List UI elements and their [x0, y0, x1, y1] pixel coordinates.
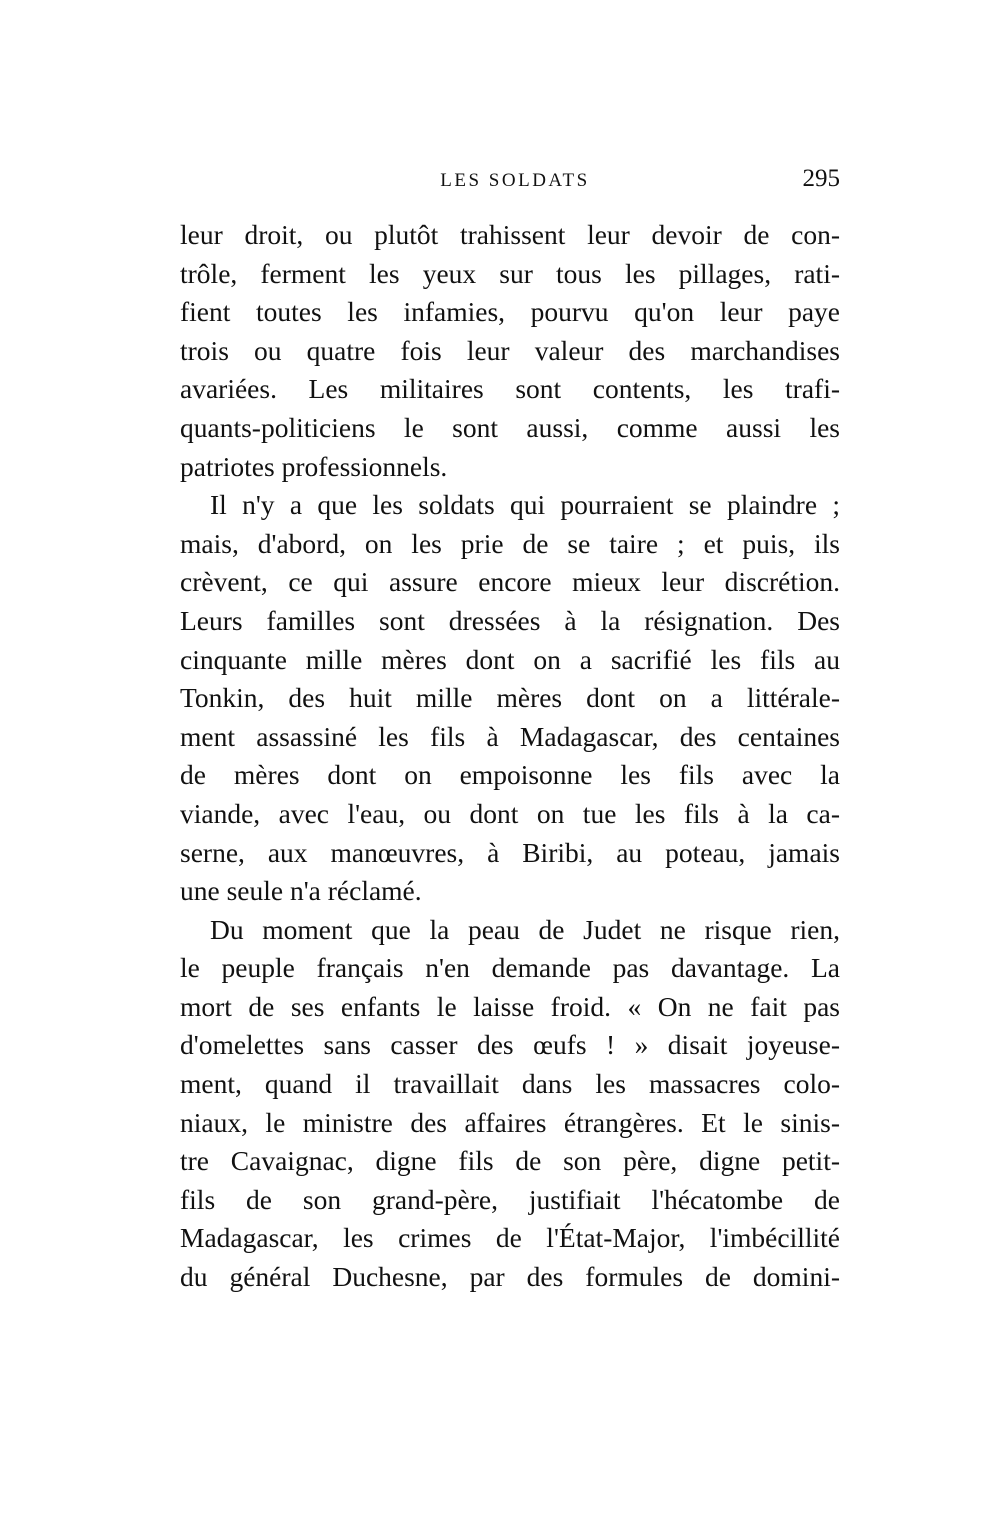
- paragraph-2: [180, 486, 840, 911]
- text-line: mort de ses enfants le laisse froid. « On ne fait pas: [180, 990, 840, 1022]
- text-line: niaux, le ministre des affaires étrangères. Et le sinis-: [180, 1106, 840, 1138]
- body-text: [180, 216, 840, 1297]
- paragraph-3: [180, 911, 840, 1297]
- text-line: leur droit, ou plutôt trahissent leur devoir de con-: [180, 219, 840, 250]
- text-line: cinquante mille mères dont on a sacrifié les fils au: [180, 643, 840, 675]
- text-line: Il n'y a que les soldats qui pourraient se plaindre ;: [210, 489, 840, 521]
- text-line: du général Duchesne, par des formules de domini-: [180, 1261, 840, 1293]
- text-line: avariées. Les militaires sont contents, les trafi-: [180, 373, 840, 405]
- running-title: LES SOLDATS: [440, 170, 590, 191]
- text-line: de mères dont on empoisonne les fils avec la: [180, 759, 840, 791]
- text-line: quants-politiciens le sont aussi, comme aussi les: [180, 411, 840, 443]
- text-line: le peuple français n'en demande pas davantage. La: [180, 952, 840, 984]
- text-line: patriotes professionnels.: [180, 450, 448, 482]
- text-line: trôle, ferment les yeux sur tous les pillages, rati-: [180, 257, 840, 289]
- text-line: Tonkin, des huit mille mères dont on a littérale-: [180, 682, 840, 714]
- text-line: Leurs familles sont dressées à la résignation. Des: [180, 604, 840, 636]
- page-number: 295: [802, 165, 840, 192]
- text-line: ment, quand il travaillait dans les massacres colo-: [180, 1068, 840, 1100]
- text-line: d'omelettes sans casser des œufs ! » disait joyeuse-: [180, 1029, 840, 1061]
- text-line: Madagascar, les crimes de l'État-Major, l'imbécillité: [180, 1222, 840, 1254]
- text-line: ment assassiné les fils à Madagascar, des centaines: [180, 720, 840, 752]
- paragraph-1: [180, 216, 840, 486]
- text-line: trois ou quatre fois leur valeur des marchandises: [180, 334, 840, 366]
- text-line: Du moment que la peau de Judet ne risque rien,: [210, 913, 840, 945]
- text-line: viande, avec l'eau, ou dont on tue les fils à la ca-: [180, 797, 840, 829]
- text-line: mais, d'abord, on les prie de se taire ; et puis, ils: [180, 527, 840, 559]
- text-line: une seule n'a réclamé.: [180, 875, 422, 907]
- running-head: [180, 166, 840, 196]
- text-line: fient toutes les infamies, pourvu qu'on leur paye: [180, 296, 840, 328]
- text-line: fils de son grand-père, justifiait l'hécatombe de: [180, 1183, 840, 1215]
- text-line: crèvent, ce qui assure encore mieux leur discrétion.: [180, 566, 840, 598]
- text-line: tre Cavaignac, digne fils de son père, digne petit-: [180, 1145, 840, 1177]
- text-line: serne, aux manœuvres, à Biribi, au poteau, jamais: [180, 836, 840, 868]
